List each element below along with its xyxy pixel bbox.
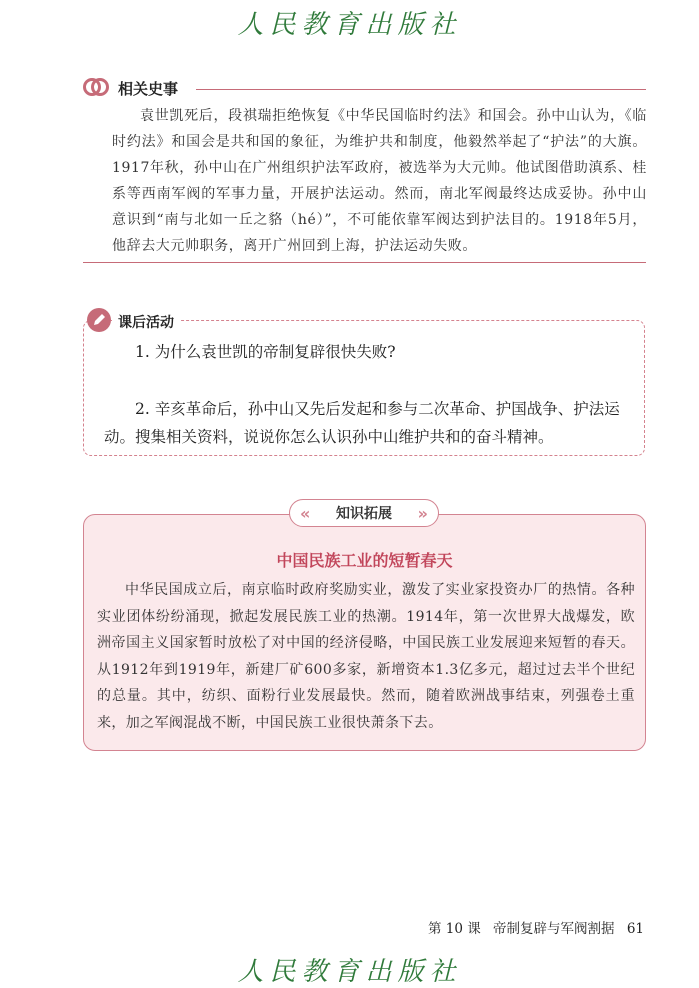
publisher-logo-bottom: 人民教育出版社 [237, 957, 462, 987]
history-section-title: 相关史事 [118, 80, 179, 98]
double-chevron-right-icon: » [417, 503, 428, 523]
activity-question-2: 2. 辛亥革命后，孙中山又先后发起和参与二次革命、护国战争、护法运动。搜集相关资料，说说你怎么认识孙中山维护共和的奋斗精神。 [104, 400, 620, 446]
extension-tab [289, 499, 439, 527]
history-paragraph: 袁世凯死后，段祺瑞拒绝恢复《中华民国临时约法》和国会。孙中山认为，《临时约法》和国会是共和国的象征，为维护共和制度，他毅然举起了“护法”的大旗。1917年秋，孙中山在广州组织护法军政府，被选举为大元帅。他试图借助滇系、桂系等西南军阀的军事力量，开展护法运动。然而，南北军阀最终达成妥协。孙中山意识到“南与北如一丘之貉（hé）”，不可能依靠军阀达到护法目的。1918年5月，他辞去大元帅职务，离开广州回到上海，护法运动失败。 [112, 108, 647, 254]
lesson-number: 第 10 课 [427, 921, 481, 937]
history-bottom-divider [83, 262, 646, 263]
activity-section-title: 课后活动 [112, 312, 180, 332]
publisher-logo-top: 人民教育出版社 [237, 10, 462, 40]
activity-question-1: 1. 为什么袁世凯的帝制复辟很快失败? [135, 343, 396, 361]
extension-tab-label: 知识拓展 [336, 506, 392, 522]
history-section-icon [83, 74, 109, 100]
extension-title: 中国民族工业的短暂春天 [276, 551, 453, 570]
pencil-icon [86, 307, 112, 333]
double-chevron-left-icon: « [300, 503, 311, 523]
history-title-divider [196, 89, 646, 90]
page-footer [420, 917, 644, 937]
extension-paragraph: 中华民国成立后，南京临时政府奖励实业，激发了实业家投资办厂的热情。各种实业团体纷纷涌现，掀起发展民族工业的热潮。1914年，第一次世界大战爆发，欧洲帝国主义国家暂时放松了对中国的经济侵略，中国民族工业发展迎来短暂的春天。从1912年到1919年，新建厂矿600多家，新增资本1.3亿多元，超过过去半个世纪的总量。其中，纺织、面粉行业发展最快。然而，随着欧洲战事结束，列强卷土重来，加之军阀混战不断，中国民族工业很快萧条下去。 [97, 582, 635, 731]
page-number: 61 [626, 921, 644, 937]
lesson-title: 帝制复辟与军阀割据 [493, 921, 615, 937]
